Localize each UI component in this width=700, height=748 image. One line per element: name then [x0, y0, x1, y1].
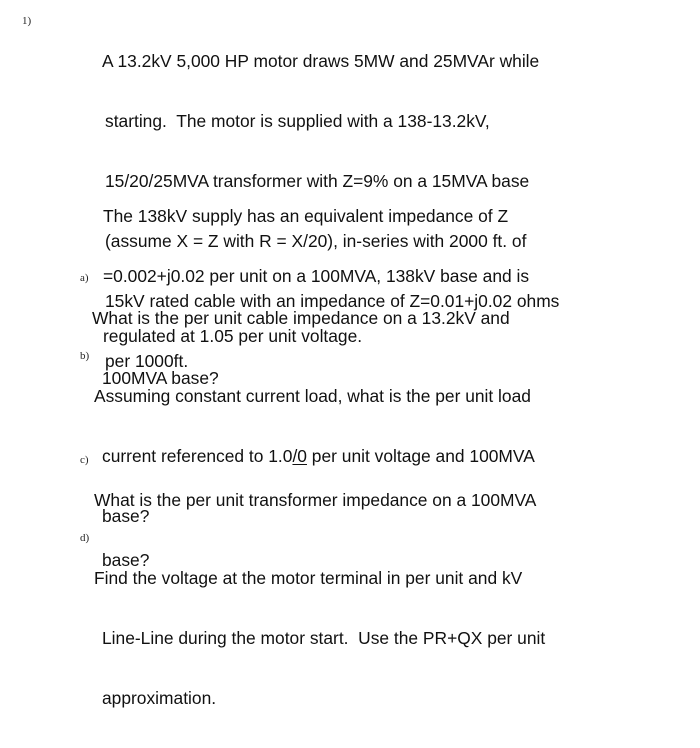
- question-line: Assuming constant current load, what is the per unit load: [94, 386, 531, 406]
- question-line: What is the per unit transformer impedance on a 100MVA: [94, 490, 537, 510]
- supply-line: The 138kV supply has an equivalent impedance of Z: [103, 206, 509, 226]
- question-text-segment: current referenced to 1.0: [102, 446, 293, 466]
- intro-line: (assume X = Z with R = X/20), in-series with 2000 ft. of: [105, 231, 527, 251]
- question-text: [94, 528, 546, 748]
- intro-line: per 1000ft.: [105, 351, 189, 371]
- question-line: base?: [102, 550, 150, 570]
- intro-line: 15kV rated cable with an impedance of Z=0.01+j0.02 ohms: [105, 291, 560, 311]
- question-line: approximation.: [102, 688, 217, 708]
- question-line: base?: [102, 506, 150, 526]
- problem-number: 1): [22, 15, 32, 27]
- intro-line: starting. The motor is supplied with a 138-13.2kV,: [105, 111, 490, 131]
- question-marker: d): [80, 532, 90, 544]
- phase-angle-underlined: /0: [292, 446, 307, 466]
- question-marker: b): [80, 350, 90, 362]
- question-text-segment: per unit voltage and 100MVA: [306, 446, 535, 466]
- intro-line: A 13.2kV 5,000 HP motor draws 5MW and 25MVAr while: [102, 51, 540, 71]
- question-line: Line-Line during the motor start. Use the PR+QX per unit: [102, 628, 546, 648]
- intro-line: 15/20/25MVA transformer with Z=9% on a 15MVA base: [105, 171, 530, 191]
- supply-line: =0.002+j0.02 per unit on a 100MVA, 138kV base and is: [103, 266, 530, 286]
- question-marker: a): [80, 272, 89, 284]
- question-line: What is the per unit cable impedance on a 13.2kV and: [92, 308, 510, 328]
- question-line: Find the voltage at the motor terminal in per unit and kV: [94, 568, 523, 588]
- question-line: 100MVA base?: [102, 368, 219, 388]
- question-marker: c): [80, 454, 89, 466]
- supply-line: regulated at 1.05 per unit voltage.: [103, 326, 363, 346]
